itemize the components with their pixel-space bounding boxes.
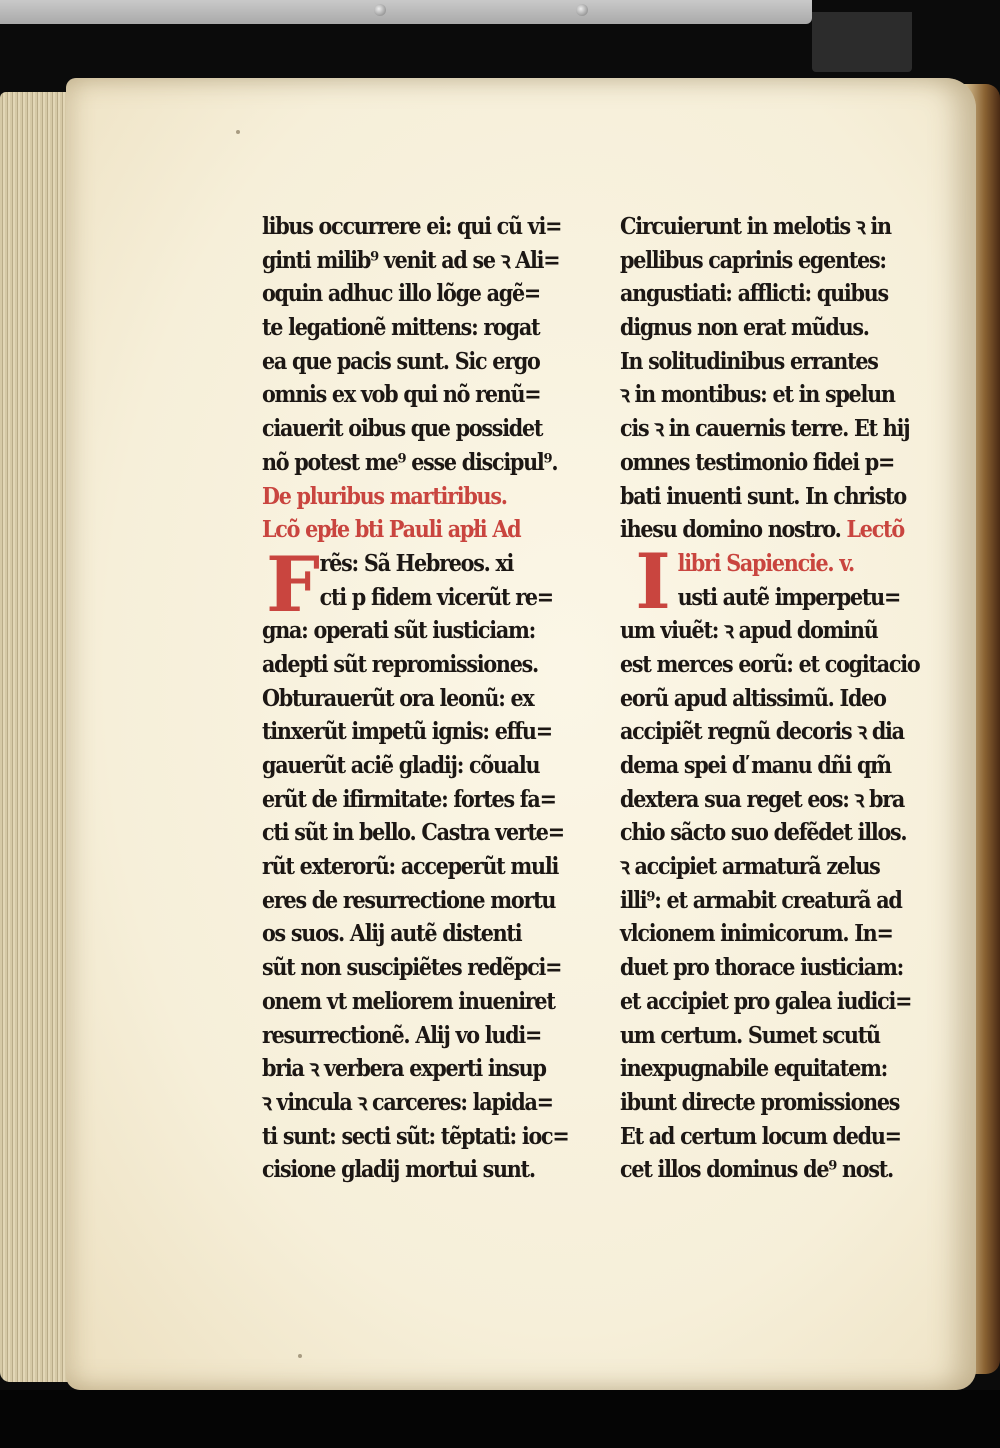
text-line: ꝛ accipiet armaturã zelus (620, 853, 880, 881)
screw-icon (374, 4, 386, 16)
text-line: um viuẽt: ꝛ apud dominũ (620, 617, 878, 645)
text-line: dema spei ď manu dñi qm̃ (620, 752, 891, 779)
text-line: resurrectionẽ. Alij vo ludi= (262, 1021, 542, 1049)
text-line: inexpugnabile equitatem: (620, 1055, 888, 1083)
rubric-inline: Lectõ (846, 516, 904, 544)
text-line: Circuierunt in melotis ꝛ in (620, 213, 891, 240)
text-line: te legationẽ mittens: rogat (262, 314, 540, 342)
text-line: cti p fidem vicerũt re= (319, 583, 553, 611)
text-line: sũt non suscipiẽtes redẽpci= (262, 954, 562, 982)
text-line: eres de resurrectione mortu (262, 886, 556, 914)
text-line: duet pro thorace iusticiam: (620, 954, 903, 982)
rubric-heading: libri Sapiencie. v. (677, 549, 854, 577)
text-line: rẽs: Sã Hebreos. xi (319, 549, 514, 577)
left-column (262, 210, 578, 1187)
rubric-heading: De pluribus martiribus. (262, 482, 507, 510)
text-line: gna: operati sũt iusticiam: (262, 617, 536, 645)
text-line: gauerũt aciẽ gladij: cõualu (262, 752, 540, 779)
text-line: libus occurrere ei: qui cũ vi= (262, 213, 562, 240)
text-span: ihesu domino nostro. (620, 516, 841, 544)
text-line: dignus non erat mũdus. (620, 314, 869, 342)
text-line: ea que pacis sunt. Sic ergo (262, 347, 540, 375)
pinhole-mark (298, 1354, 302, 1358)
drop-cap-initial: F (266, 540, 320, 629)
text-line: ꝛ in montibus: et in spelun (620, 381, 895, 409)
text-line: onem vt meliorem inueniret (262, 987, 555, 1015)
text-line: bati inuenti sunt. In christo (620, 482, 906, 510)
pinhole-mark (236, 130, 240, 134)
page-edges (0, 92, 70, 1382)
text-line: vlcionem inimicorum. In= (620, 920, 893, 948)
text-line: ti sunt: secti sũt: tẽptati: ioc= (262, 1122, 569, 1150)
text-line: cet illos dominus de⁹ nost. (620, 1156, 893, 1184)
text-line: tinxerũt impetũ ignis: effu= (262, 718, 552, 746)
text-line: oquin adhuc illo lõge agẽ= (262, 280, 541, 308)
text-line: pellibus caprinis egentes: (620, 246, 886, 274)
text-line: omnes testimonio fidei p= (620, 448, 895, 476)
scanner-plate (0, 0, 812, 24)
text-line: ibunt directe promissiones (620, 1088, 900, 1116)
scanner-clamp (812, 12, 912, 72)
text-line: nõ potest me⁹ esse discipul⁹. (262, 448, 558, 476)
text-line: illi⁹: et armabit creaturã ad (620, 886, 902, 914)
text-line: angustiati: afflicti: quibus (620, 280, 888, 308)
text-line: ginti milib⁹ venit ad se ꝛ Ali= (262, 246, 560, 274)
text-line: est merces eorũ: et cogitacio (620, 650, 920, 678)
text-line: Obturauerũt ora leonũ: ex (262, 684, 534, 712)
text-line: eorũ apud altissimũ. Ideo (620, 684, 886, 712)
text-line: cis ꝛ in cauernis terre. Et hij (620, 415, 910, 443)
text-line: cisione gladij mortui sunt. (262, 1156, 535, 1184)
text-line: os suos. Alij autẽ distenti (262, 920, 522, 948)
text-line: um certum. Sumet scutũ (620, 1021, 880, 1049)
text-line: omnis ex vob qui nõ renũ= (262, 381, 541, 409)
drop-cap-initial: I (635, 537, 671, 626)
right-column (620, 210, 936, 1187)
text-line: ciauerit oibus que possidet (262, 415, 543, 443)
text-line: erũt de ifirmitate: fortes fa= (262, 785, 556, 813)
text-line: In solitudinibus errantes (620, 347, 878, 375)
screw-icon (576, 4, 588, 16)
text-line: rũt exterorũ: acceperũt muli (262, 853, 559, 881)
text-line: cti sũt in bello. Castra verte= (262, 819, 564, 847)
text-line: dextera sua reget eos: ꝛ bra (620, 785, 905, 813)
text-line: adepti sũt repromissiones. (262, 650, 538, 678)
rubric-heading: Lcõ epłe bti Pauli apłi Ad (262, 516, 521, 544)
text-line: chio sãcto suo defẽdet illos. (620, 819, 907, 847)
text-line: accipiẽt regnũ decoris ꝛ dia (620, 718, 904, 746)
text-line: usti autẽ imperpetu= (677, 583, 901, 611)
text-line: bria ꝛ verbera experti insup (262, 1055, 546, 1083)
scan-bottom-strip (0, 1390, 1000, 1448)
text-line: Et ad certum locum dedu= (620, 1122, 901, 1150)
text-line: ꝛ vincula ꝛ carceres: lapida= (262, 1088, 553, 1116)
text-line: et accipiet pro galea iudici= (620, 987, 912, 1015)
